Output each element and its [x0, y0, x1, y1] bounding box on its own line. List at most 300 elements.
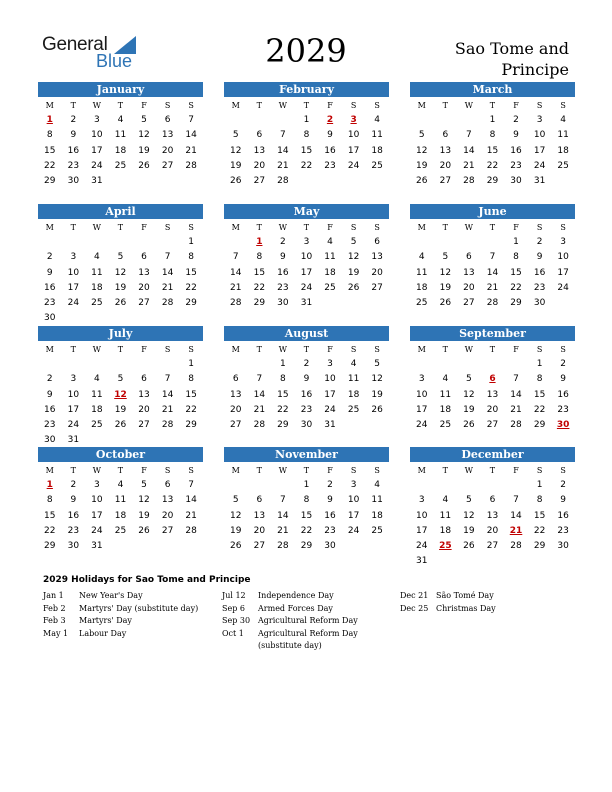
day-cell: 31	[91, 541, 103, 552]
holiday-item	[400, 590, 576, 603]
empty-day-cell	[85, 311, 109, 326]
country-name: Sao Tome and Principe	[454, 39, 569, 79]
week-row	[224, 418, 389, 433]
week-row	[38, 235, 203, 250]
weekday-label: W	[92, 345, 102, 354]
day-cell: 23	[557, 404, 569, 415]
day-cell: 24	[416, 420, 428, 431]
day-cell: 22	[510, 282, 522, 293]
month-header: October	[38, 447, 203, 462]
day-cell: 20	[486, 525, 499, 536]
week-row	[224, 493, 389, 508]
day-cell: 8	[256, 252, 263, 263]
day-cell: 4	[94, 252, 100, 263]
day-cell: 24	[67, 298, 80, 309]
day-cell: 9	[536, 252, 543, 263]
week-row	[224, 281, 389, 296]
day-cell: 22	[277, 404, 289, 415]
day-cell: 20	[138, 282, 150, 293]
day-cell: 13	[486, 510, 499, 521]
day-cell: 15	[300, 510, 313, 521]
day-cell: 19	[114, 282, 127, 293]
day-cell: 30	[277, 298, 289, 309]
week-row	[224, 113, 389, 128]
day-cell: 12	[463, 389, 475, 400]
day-cell: 18	[114, 510, 127, 521]
day-cell: 25	[371, 160, 383, 171]
day-cell: 29	[486, 176, 499, 187]
day-cell: 27	[253, 176, 266, 187]
month-header: August	[224, 326, 389, 341]
day-cell: 28	[510, 541, 522, 552]
page-title-year: 2029	[265, 32, 347, 70]
day-cell: 3	[94, 115, 100, 125]
day-cell: 28	[230, 298, 242, 309]
week-row	[224, 478, 389, 493]
month-february	[224, 82, 389, 189]
day-cell: 15	[277, 389, 289, 400]
day-cell: 4	[418, 252, 425, 263]
weekday-label: S	[374, 101, 380, 110]
day-cell: 19	[138, 145, 150, 156]
day-cell: 11	[371, 495, 383, 506]
day-cell: 29	[253, 298, 266, 309]
day-cell: 27	[486, 541, 499, 552]
day-cell: 25	[557, 160, 569, 171]
weekday-label: T	[489, 345, 496, 354]
day-cell: 27	[230, 420, 242, 431]
day-cell: 4	[350, 359, 357, 369]
day-cell: 4	[117, 115, 124, 125]
week-row	[224, 403, 389, 418]
weekday-label: F	[513, 223, 519, 232]
day-cell: 28	[161, 420, 174, 431]
day-cell: 3	[418, 495, 425, 506]
holiday-date: Dec 25	[400, 603, 429, 613]
day-cell: 17	[91, 145, 103, 156]
day-cell: 18	[324, 267, 336, 278]
day-cell: 12	[371, 374, 383, 385]
weekday-label: F	[513, 345, 519, 354]
week-row	[410, 357, 575, 372]
week-row	[38, 403, 203, 418]
day-cell: 11	[371, 130, 383, 141]
month-september	[410, 326, 575, 433]
day-cell: 20	[253, 160, 266, 171]
day-cell: 12	[138, 495, 150, 506]
day-cell: 1	[280, 359, 286, 369]
day-cell: 25	[439, 420, 452, 431]
day-cell: 13	[138, 389, 150, 400]
weekday-label: T	[442, 466, 449, 475]
empty-day-cell	[132, 174, 156, 189]
day-cell: 2	[46, 374, 53, 385]
weekday-label: T	[117, 101, 124, 110]
holiday-list	[43, 575, 583, 650]
weekday-label: S	[560, 466, 566, 475]
weekday-label: S	[560, 223, 566, 232]
day-cell: 8	[489, 130, 496, 141]
day-cell: 16	[533, 267, 546, 278]
day-cell: 28	[161, 298, 174, 309]
empty-day-cell	[38, 235, 62, 250]
day-cell: 7	[164, 374, 171, 385]
empty-day-cell	[504, 478, 528, 493]
day-cell: 22	[300, 160, 313, 171]
weekday-header-row	[38, 220, 203, 235]
day-cell: 3	[94, 480, 100, 490]
day-cell: 22	[533, 525, 546, 536]
week-row	[224, 509, 389, 524]
empty-day-cell	[342, 174, 366, 189]
day-cell: 7	[489, 252, 496, 263]
day-cell: 24	[91, 525, 103, 536]
day-cell: 20	[463, 282, 475, 293]
day-cell: 13	[463, 267, 475, 278]
day-cell: 12	[463, 510, 475, 521]
empty-day-cell	[248, 357, 272, 372]
week-row	[38, 281, 203, 296]
day-cell: 19	[347, 267, 360, 278]
day-cell: 18	[347, 389, 360, 400]
week-row	[224, 296, 389, 311]
day-cell: 26	[463, 420, 475, 431]
day-cell: 10	[67, 389, 80, 400]
day-cell: 7	[280, 130, 286, 141]
day-cell: 19	[463, 404, 475, 415]
day-cell: 27	[439, 176, 452, 187]
day-cell: 13	[253, 145, 266, 156]
empty-day-cell	[109, 174, 133, 189]
day-cell: 4	[442, 374, 449, 385]
day-cell: 19	[463, 525, 475, 536]
holiday-name: Agricultural Reform Day (substitute day)	[258, 628, 358, 650]
day-cell: 13	[253, 510, 266, 521]
empty-day-cell	[410, 113, 434, 128]
week-row	[38, 357, 203, 372]
day-cell: 11	[114, 130, 127, 141]
weekday-label: F	[141, 466, 147, 475]
day-cell: 10	[324, 374, 336, 385]
day-cell: 29	[44, 541, 56, 552]
empty-day-cell	[132, 235, 156, 250]
day-cell: 25	[91, 298, 103, 309]
month-july	[38, 326, 203, 449]
month-header: September	[410, 326, 575, 341]
logo-blue-text: Blue	[96, 51, 133, 71]
day-cell: 23	[300, 404, 313, 415]
week-row	[410, 539, 575, 554]
day-cell: 22	[44, 525, 56, 536]
day-cell: 30	[324, 541, 336, 552]
day-cell: 15	[44, 145, 56, 156]
day-cell: 24	[416, 541, 428, 552]
day-cell: 3	[418, 374, 425, 385]
weekday-label: M	[231, 223, 240, 232]
holiday-date: Oct 1	[222, 628, 244, 638]
weekday-label: S	[536, 101, 543, 110]
day-cell: 6	[164, 115, 171, 125]
day-cell: 21	[253, 404, 266, 415]
day-cell: 2	[46, 252, 53, 263]
empty-day-cell	[457, 235, 481, 250]
day-cell: 2	[560, 480, 567, 490]
week-row	[38, 113, 203, 128]
weekday-label: M	[417, 101, 426, 110]
weekday-label: S	[536, 466, 543, 475]
empty-day-cell	[318, 174, 342, 189]
day-cell: 18	[557, 145, 569, 156]
empty-day-cell	[38, 357, 62, 372]
weekday-header-row	[410, 220, 575, 235]
week-row	[410, 159, 575, 174]
empty-day-cell	[248, 113, 272, 128]
day-cell: 7	[280, 495, 286, 506]
day-cell: 3	[70, 252, 77, 263]
day-cell: 5	[466, 495, 472, 506]
month-header: July	[38, 326, 203, 341]
weekday-header-row	[38, 463, 203, 478]
day-cell: 31	[416, 556, 428, 567]
weekday-label: S	[164, 345, 171, 354]
weekday-label: T	[256, 345, 263, 354]
day-cell: 12	[347, 252, 360, 263]
week-row	[224, 524, 389, 539]
day-cell: 21	[510, 404, 522, 415]
day-cell: 29	[277, 420, 289, 431]
month-header: December	[410, 447, 575, 462]
day-cell: 26	[230, 176, 242, 187]
day-cell: 14	[510, 389, 522, 400]
month-november	[224, 447, 389, 554]
empty-day-cell	[551, 174, 575, 189]
day-cell: 6	[141, 374, 147, 385]
weekday-label: S	[536, 223, 543, 232]
weekday-label: S	[350, 466, 357, 475]
day-cell: 2	[327, 480, 333, 490]
logo-general-text: General	[42, 34, 108, 55]
day-cell: 26	[347, 282, 360, 293]
day-cell: 17	[67, 404, 80, 415]
weekday-label: T	[117, 466, 124, 475]
day-cell: 11	[324, 252, 336, 263]
day-cell: 8	[513, 252, 519, 263]
day-cell: 11	[439, 389, 452, 400]
weekday-label: S	[374, 223, 380, 232]
day-cell: 30	[67, 176, 80, 187]
week-row	[410, 113, 575, 128]
week-row	[224, 388, 389, 403]
weekday-label: S	[164, 466, 171, 475]
day-cell: 14	[161, 267, 174, 278]
day-cell: 26	[138, 160, 150, 171]
weekday-label: S	[536, 345, 543, 354]
day-cell: 19	[230, 160, 242, 171]
day-cell: 31	[91, 176, 103, 187]
month-header: June	[410, 204, 575, 219]
day-cell: 5	[141, 480, 147, 490]
day-cell: 19	[114, 404, 127, 415]
weekday-label: F	[327, 466, 333, 475]
month-header: February	[224, 82, 389, 97]
day-cell: 5	[374, 359, 381, 369]
weekday-label: T	[489, 101, 496, 110]
day-cell: 8	[303, 130, 310, 141]
day-cell: 28	[253, 420, 266, 431]
day-cell: 21	[185, 145, 197, 156]
empty-day-cell	[434, 235, 458, 250]
day-cell: 14	[185, 495, 197, 506]
weekday-label: T	[442, 345, 449, 354]
holiday-day-cell: 3	[350, 115, 357, 125]
week-row	[410, 418, 575, 433]
day-cell: 14	[486, 267, 499, 278]
empty-day-cell	[410, 235, 434, 250]
month-june	[410, 204, 575, 311]
day-cell: 5	[117, 252, 124, 263]
day-cell: 13	[161, 495, 174, 506]
day-cell: 13	[161, 130, 174, 141]
day-cell: 29	[533, 420, 546, 431]
day-cell: 1	[303, 480, 310, 490]
holiday-name: Armed Forces Day	[258, 603, 333, 613]
day-cell: 11	[557, 130, 569, 141]
day-cell: 21	[161, 404, 174, 415]
empty-day-cell	[318, 296, 342, 311]
day-cell: 17	[347, 510, 360, 521]
holiday-item	[400, 603, 576, 616]
day-cell: 10	[67, 267, 80, 278]
day-cell: 28	[185, 525, 197, 536]
weekday-label: F	[141, 345, 147, 354]
week-row	[38, 159, 203, 174]
day-cell: 26	[439, 298, 452, 309]
week-row	[38, 250, 203, 265]
day-cell: 15	[486, 145, 499, 156]
week-row	[38, 296, 203, 311]
holiday-date: May 1	[43, 628, 69, 638]
day-cell: 3	[560, 237, 567, 247]
weekday-label: S	[188, 101, 194, 110]
day-cell: 26	[463, 541, 475, 552]
day-cell: 2	[536, 237, 543, 247]
day-cell: 9	[560, 374, 567, 385]
month-header: March	[410, 82, 575, 97]
weekday-label: F	[327, 345, 333, 354]
day-cell: 17	[557, 267, 569, 278]
day-cell: 2	[70, 480, 77, 490]
day-cell: 2	[513, 115, 519, 125]
month-january	[38, 82, 203, 189]
day-cell: 7	[188, 480, 195, 490]
empty-day-cell	[481, 478, 505, 493]
empty-day-cell	[109, 311, 133, 326]
day-cell: 9	[46, 267, 53, 278]
day-cell: 9	[46, 389, 53, 400]
day-cell: 13	[230, 389, 242, 400]
day-cell: 27	[253, 541, 266, 552]
day-cell: 26	[114, 420, 127, 431]
week-row	[224, 235, 389, 250]
day-cell: 6	[442, 130, 449, 141]
day-cell: 4	[94, 374, 100, 385]
day-cell: 28	[510, 420, 522, 431]
day-cell: 12	[416, 145, 428, 156]
day-cell: 31	[67, 435, 80, 446]
weekday-label: M	[417, 223, 426, 232]
weekday-label: T	[303, 345, 310, 354]
empty-day-cell	[551, 296, 575, 311]
week-row	[38, 311, 203, 326]
day-cell: 12	[230, 145, 242, 156]
week-row	[410, 524, 575, 539]
empty-day-cell	[224, 478, 248, 493]
weekday-label: T	[70, 101, 77, 110]
weekday-label: M	[417, 466, 426, 475]
weekday-label: W	[464, 101, 474, 110]
day-cell: 20	[161, 145, 174, 156]
holiday-item	[222, 590, 398, 603]
day-cell: 23	[557, 525, 569, 536]
week-row	[224, 539, 389, 554]
empty-day-cell	[457, 554, 481, 569]
holiday-list-title: 2029 Holidays for Sao Tome and Principe	[43, 575, 251, 585]
holiday-day-cell: 12	[114, 389, 127, 400]
week-row	[38, 524, 203, 539]
day-cell: 4	[374, 480, 381, 490]
day-cell: 18	[416, 282, 428, 293]
week-row	[38, 266, 203, 281]
week-row	[410, 174, 575, 189]
holiday-date: Jul 12	[222, 591, 246, 600]
day-cell: 26	[416, 176, 428, 187]
week-row	[410, 403, 575, 418]
week-row	[410, 388, 575, 403]
day-cell: 5	[141, 115, 147, 125]
empty-day-cell	[434, 478, 458, 493]
weekday-label: T	[489, 466, 496, 475]
day-cell: 29	[185, 420, 197, 431]
month-march	[410, 82, 575, 189]
month-april	[38, 204, 203, 327]
weekday-header-row	[224, 463, 389, 478]
week-row	[38, 478, 203, 493]
day-cell: 29	[300, 541, 313, 552]
weekday-label: F	[141, 223, 147, 232]
empty-day-cell	[410, 478, 434, 493]
weekday-label: T	[303, 223, 310, 232]
day-cell: 2	[280, 237, 286, 247]
month-header: April	[38, 204, 203, 219]
weekday-label: T	[303, 466, 310, 475]
day-cell: 18	[439, 404, 452, 415]
empty-day-cell	[132, 357, 156, 372]
day-cell: 17	[347, 145, 360, 156]
weekday-label: T	[303, 101, 310, 110]
day-cell: 21	[463, 160, 475, 171]
day-cell: 7	[232, 252, 239, 263]
day-cell: 21	[277, 525, 289, 536]
day-cell: 16	[67, 510, 80, 521]
day-cell: 3	[350, 480, 357, 490]
week-row	[410, 493, 575, 508]
holiday-day-cell: 1	[256, 237, 263, 247]
day-cell: 9	[560, 495, 567, 506]
holiday-date: Feb 2	[43, 603, 66, 613]
day-cell: 10	[416, 389, 428, 400]
day-cell: 13	[439, 145, 452, 156]
day-cell: 13	[138, 267, 150, 278]
